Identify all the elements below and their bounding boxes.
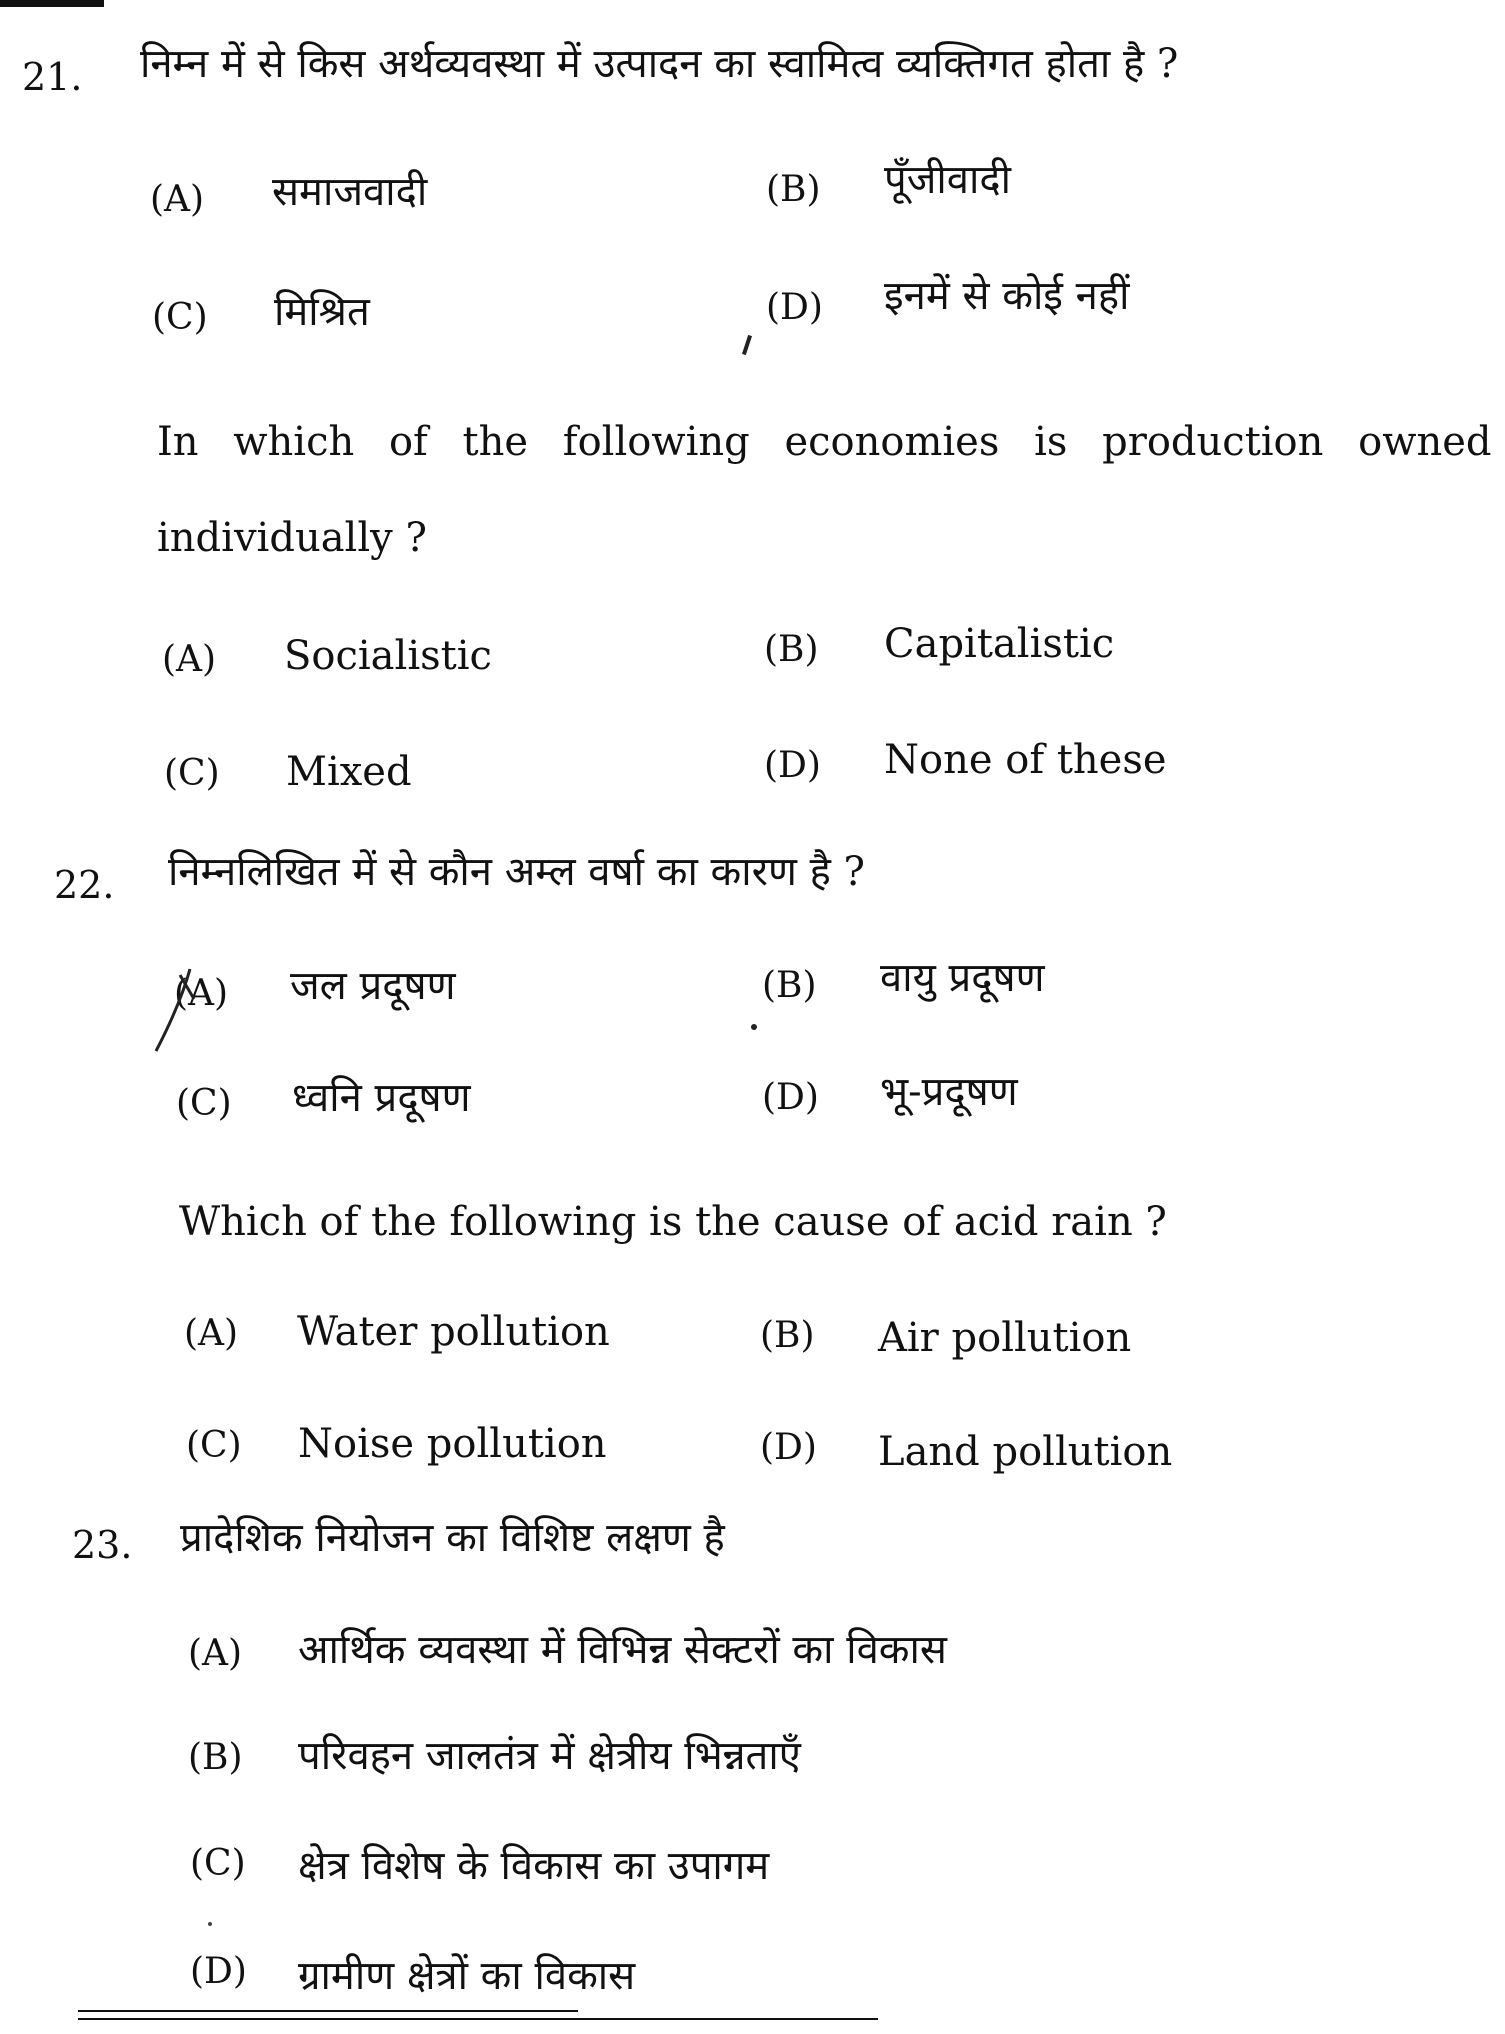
option-label: (B)	[764, 629, 819, 670]
option-text-english: Socialistic	[284, 633, 492, 679]
bottom-divider	[78, 2018, 878, 2020]
option-label: (B)	[766, 169, 821, 210]
option-label: (D)	[190, 1951, 247, 1992]
option-text-english: Mixed	[286, 749, 412, 795]
option-label: (D)	[762, 1077, 819, 1118]
pen-mark	[742, 335, 752, 355]
option-text-hindi: परिवहन जालतंत्र में क्षेत्रीय भिन्नताएँ	[298, 1733, 801, 1779]
option-text-hindi: मिश्रित	[274, 289, 370, 335]
option-text-hindi: क्षेत्र विशेष के विकास का उपागम	[298, 1843, 770, 1889]
option-text-english: None of these	[884, 737, 1167, 783]
option-label: (C)	[186, 1425, 242, 1466]
pen-tick-mark	[150, 965, 230, 1055]
option-text-hindi: समाजवादी	[272, 169, 428, 215]
option-label: (C)	[152, 297, 208, 338]
question-text-english: In which of the following economies is production owned	[157, 419, 1492, 465]
option-text-english: Capitalistic	[884, 621, 1115, 667]
bottom-divider	[78, 2010, 578, 2012]
option-text-english: Water pollution	[297, 1309, 610, 1355]
option-label: (A)	[174, 973, 229, 1014]
question-text-english-cont: individually ?	[157, 515, 427, 561]
option-label: (C)	[190, 1843, 246, 1884]
option-text-hindi: ग्रामीण क्षेत्रों का विकास	[298, 1953, 636, 1999]
option-text-english: Land pollution	[878, 1429, 1173, 1475]
option-text-hindi: ध्वनि प्रदूषण	[292, 1075, 471, 1121]
option-text-english: Air pollution	[878, 1315, 1132, 1361]
question-text-english: Which of the following is the cause of acid rain ?	[179, 1199, 1167, 1245]
option-label: (D)	[760, 1427, 817, 1468]
option-text-hindi: वायु प्रदूषण	[880, 955, 1045, 1001]
option-text-hindi: भू-प्रदूषण	[880, 1069, 1018, 1115]
question-number: 21.	[22, 55, 83, 99]
question-text-hindi: प्रादेशिक नियोजन का विशिष्ट लक्षण है	[180, 1515, 725, 1561]
option-text-english: Noise pollution	[298, 1421, 607, 1467]
option-label: (B)	[760, 1315, 815, 1356]
option-label: (C)	[164, 753, 220, 794]
option-label: (D)	[766, 287, 823, 328]
stray-dot	[751, 1024, 757, 1030]
question-text-hindi: निम्नलिखित में से कौन अम्ल वर्षा का कारण है ?	[168, 849, 865, 895]
option-label: (B)	[188, 1737, 243, 1778]
option-label: (A)	[150, 179, 205, 220]
question-text-hindi: निम्न में से किस अर्थव्यवस्था में उत्पादन का स्वामित्व व्यक्तिगत होता है ?	[140, 41, 1179, 87]
option-text-hindi: पूँजीवादी	[884, 157, 1011, 203]
option-label: (D)	[764, 745, 821, 786]
question-number: 23.	[72, 1523, 133, 1567]
option-label: (A)	[162, 639, 217, 680]
question-number: 22.	[54, 863, 115, 907]
option-label: (A)	[188, 1633, 243, 1674]
option-text-hindi: जल प्रदूषण	[290, 963, 456, 1009]
option-text-hindi: इनमें से कोई नहीं	[884, 273, 1130, 319]
top-edge-mark	[0, 0, 104, 7]
option-label: (C)	[176, 1083, 232, 1124]
stray-dot	[208, 1922, 212, 1926]
option-label: (B)	[762, 965, 817, 1006]
option-text-hindi: आर्थिक व्यवस्था में विभिन्न सेक्टरों का विकास	[298, 1627, 947, 1673]
option-label: (A)	[184, 1313, 239, 1354]
